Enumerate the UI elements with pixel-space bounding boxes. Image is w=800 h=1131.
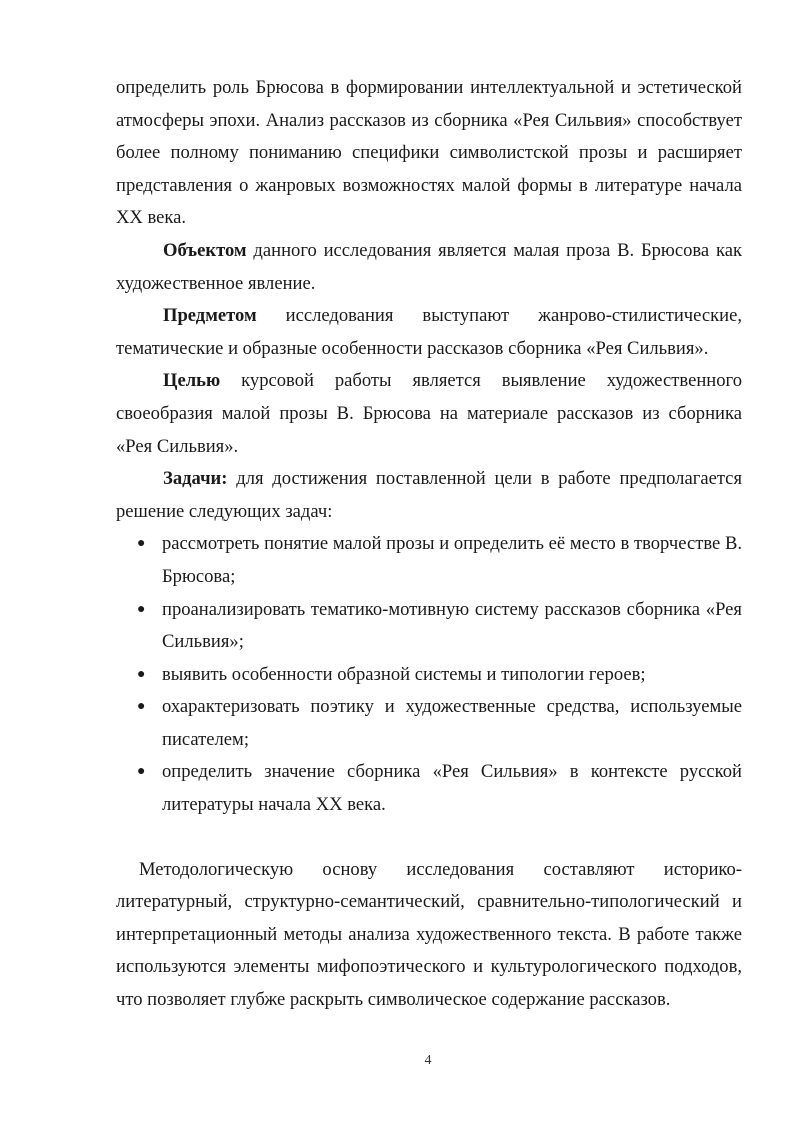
tasks-paragraph bbox=[116, 463, 742, 528]
list-item bbox=[116, 528, 742, 593]
bullet-icon: ● bbox=[137, 666, 146, 682]
subject-paragraph bbox=[116, 300, 742, 365]
subject-text: исследования выступают жанрово-стилистические, тематические и образные особенности рассказов сборника «Рея Сильвия». bbox=[116, 305, 742, 359]
list-item bbox=[116, 691, 742, 756]
tasks-text: для достижения поставленной цели в работе предполагается решение следующих задач: bbox=[116, 468, 742, 522]
paragraph-gap bbox=[116, 822, 742, 854]
tasks-list bbox=[116, 528, 742, 821]
bullet-icon: ● bbox=[137, 764, 146, 780]
goal-term: Целью bbox=[163, 370, 221, 392]
bullet-icon: ● bbox=[137, 536, 146, 552]
list-item bbox=[116, 594, 742, 659]
list-item bbox=[116, 756, 742, 821]
object-term: Объектом bbox=[163, 239, 247, 261]
task-text: рассмотреть понятие малой прозы и определить её место в творчестве В. Брюсова; bbox=[162, 533, 742, 587]
bullet-icon: ● bbox=[137, 699, 146, 715]
goal-paragraph bbox=[116, 365, 742, 463]
list-item bbox=[116, 659, 742, 692]
task-text: проанализировать тематико-мотивную систему рассказов сборника «Рея Сильвия»; bbox=[162, 598, 742, 653]
subject-term: Предметом bbox=[163, 305, 257, 327]
page-body bbox=[116, 72, 742, 1017]
bullet-icon: ● bbox=[137, 601, 146, 617]
task-text: определить значение сборника «Рея Сильвия» в контексте русской литературы начала XX века. bbox=[162, 761, 742, 816]
intro-paragraph: определить роль Брюсова в формировании интеллектуальной и эстетической атмосферы эпохи. Анализ рассказов из сборника «Рея Сильвия» способствует более полному пониманию специфики символистской прозы и расширяет представления о жанровых возможностях малой формы в литературе начала XX века. bbox=[116, 77, 742, 229]
task-text: выявить особенности образной системы и типологии героев; bbox=[162, 663, 646, 685]
page-number: 4 bbox=[424, 1053, 432, 1068]
object-paragraph bbox=[116, 235, 742, 300]
object-text: данного исследования является малая проза В. Брюсова как художественное явление. bbox=[116, 239, 742, 294]
tasks-term: Задачи: bbox=[163, 468, 228, 490]
task-text: охарактеризовать поэтику и художественные средства, используемые писателем; bbox=[162, 696, 742, 750]
goal-text: курсовой работы является выявление художественного своеобразия малой прозы В. Брюсова на материале рассказов из сборника «Рея Сильвия». bbox=[116, 370, 742, 457]
methodology-paragraph: Методологическую основу исследования составляют историко-литературный, структурно-семантический, сравнительно-типологический и интерпретационный методы анализа художественного текста. В работе также используются элементы мифопоэтического и культурологического подходов, что позволяет глубже раскрыть символическое содержание рассказов. bbox=[116, 858, 742, 1011]
